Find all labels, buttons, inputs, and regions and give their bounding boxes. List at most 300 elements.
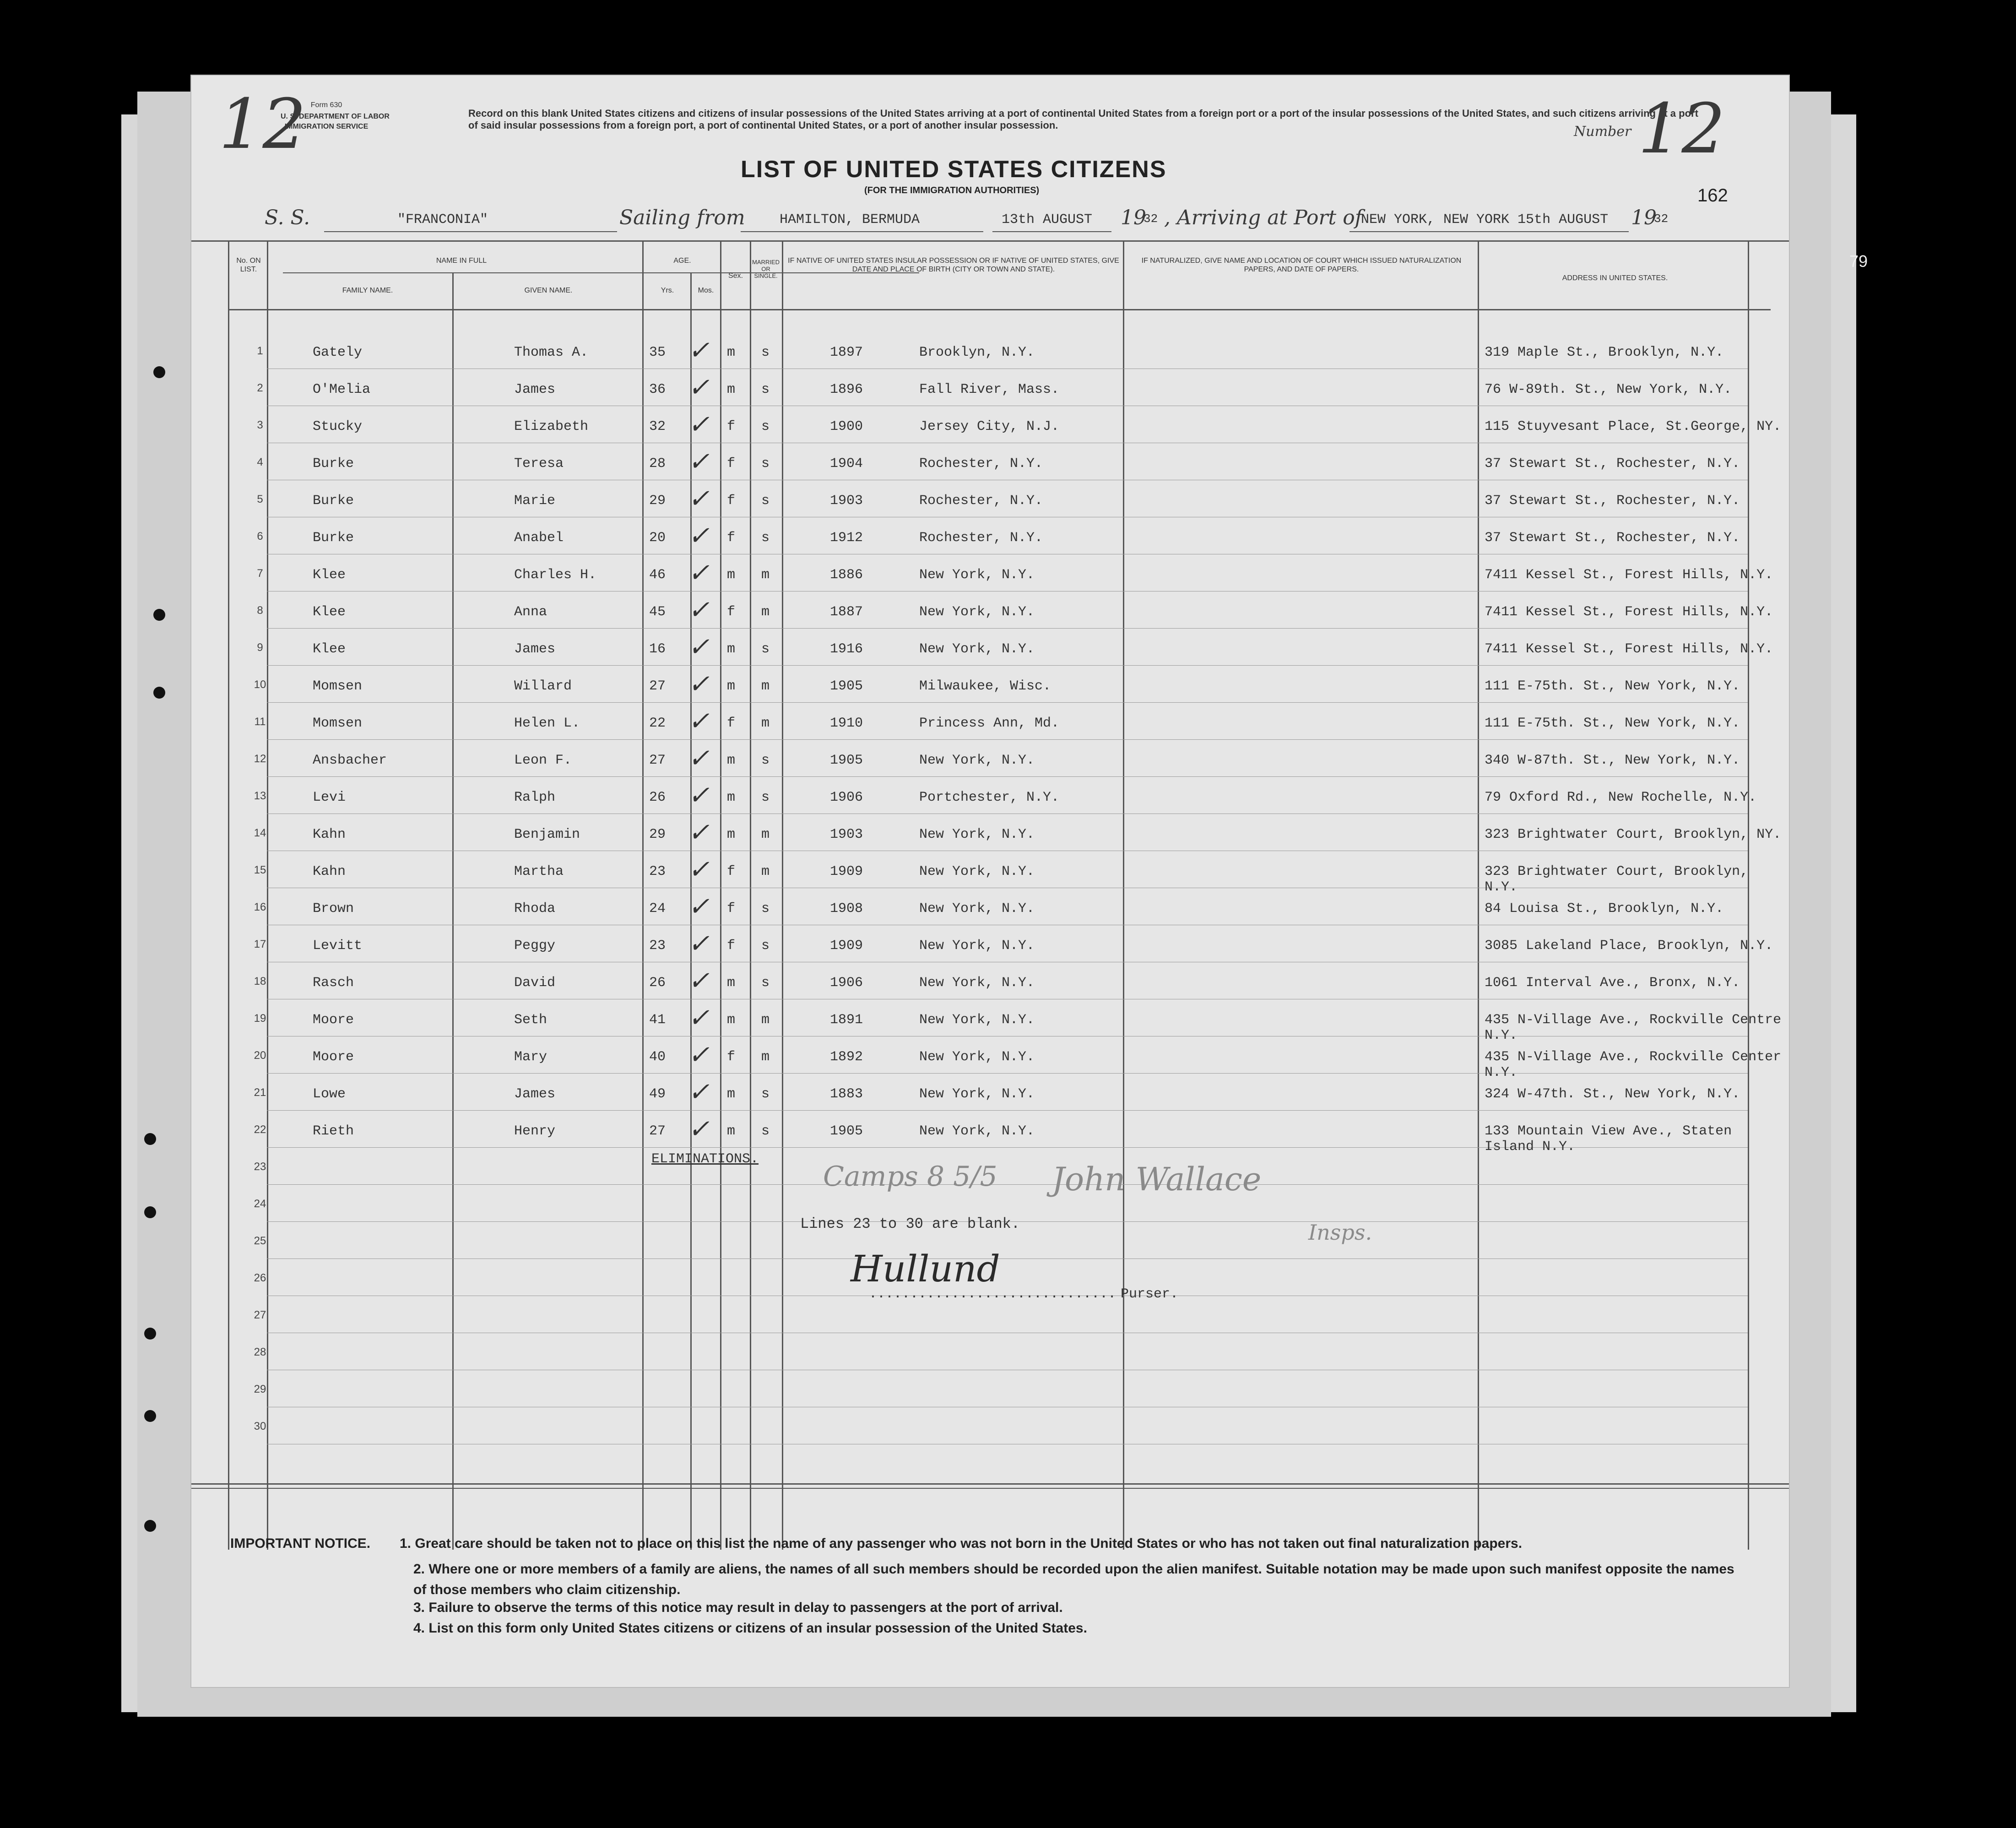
notice-label: IMPORTANT NOTICE. [230, 1536, 371, 1551]
cell-age: 22 [649, 716, 666, 731]
cell-sex: m [727, 641, 736, 657]
cell-year: 1903 [830, 493, 863, 509]
cell-age: 26 [649, 975, 666, 991]
row-number: 21 [254, 1086, 266, 1099]
cell-address: 323 Brightwater Court, Brooklyn, N.Y. [1485, 864, 1749, 895]
check-mark-icon: ✓ [688, 336, 710, 365]
cell-given: Mary [514, 1049, 547, 1065]
cell-given: Rhoda [514, 901, 556, 917]
cell-place: New York, N.Y. [919, 938, 1035, 954]
cell-sex: m [727, 567, 736, 583]
row-number: 22 [254, 1123, 266, 1136]
cell-ms: s [761, 1086, 770, 1102]
check-mark-icon: ✓ [688, 1114, 710, 1144]
check-mark-icon: ✓ [688, 484, 710, 514]
number-value: 12 [1638, 89, 1725, 169]
cell-sex: f [727, 530, 736, 546]
cell-given: Peggy [514, 938, 556, 954]
punch-hole [153, 687, 165, 699]
cell-place: Princess Ann, Md. [919, 716, 1060, 731]
page-number: 162 [1697, 185, 1728, 206]
cell-sex: f [727, 604, 736, 620]
cell-given: Willard [514, 678, 572, 694]
cell-year: 1906 [830, 975, 863, 991]
sailing-label: Sailing from [619, 206, 745, 229]
cell-given: David [514, 975, 556, 991]
punch-hole [144, 1206, 156, 1218]
table-row [191, 851, 1789, 895]
cell-family: Klee [313, 641, 346, 657]
cell-family: Rieth [313, 1123, 354, 1139]
cell-sex: m [727, 678, 736, 694]
cell-given: Teresa [514, 456, 564, 472]
sailing-from: HAMILTON, BERMUDA [780, 212, 920, 228]
cell-sex: m [727, 975, 736, 991]
table-row [191, 814, 1789, 851]
cell-year: 1910 [830, 716, 863, 731]
cell-age: 36 [649, 382, 666, 397]
row-number: 13 [254, 790, 266, 802]
row-number: 4 [257, 456, 263, 468]
table-row [191, 443, 1789, 480]
cell-ms: s [761, 975, 770, 991]
table-row [191, 369, 1789, 406]
cell-ms: s [761, 419, 770, 434]
corner-number: 12 [219, 85, 306, 164]
cell-place: Rochester, N.Y. [919, 493, 1043, 509]
notice-item: 1. Great care should be taken not to place on this list the name of any passenger who was not born in the United States or who has not taken out final naturalization papers. [400, 1536, 1523, 1551]
cell-year: 1891 [830, 1012, 863, 1028]
sailing-date: 13th AUGUST [1002, 212, 1093, 228]
check-mark-icon: ✓ [688, 1003, 710, 1033]
passenger-table [191, 332, 1789, 1481]
cell-age: 27 [649, 1123, 666, 1139]
year-prefix: 19 [1121, 206, 1146, 229]
cell-address: 435 N-Village Ave., Rockville Center N.Y. [1485, 1049, 1782, 1080]
manifest-page [191, 76, 1789, 1687]
row-number: 5 [257, 493, 263, 505]
cell-year: 1905 [830, 678, 863, 694]
row-number: 28 [254, 1346, 266, 1358]
punch-hole [144, 1328, 156, 1340]
row-number: 7 [257, 567, 263, 580]
cell-year: 1906 [830, 790, 863, 805]
row-number: 15 [254, 864, 266, 876]
blank-row [191, 1370, 1789, 1407]
cell-age: 27 [649, 678, 666, 694]
table-row [191, 406, 1789, 443]
table-row [191, 925, 1789, 962]
check-mark-icon: ✓ [688, 410, 710, 439]
cell-place: New York, N.Y. [919, 604, 1035, 620]
department-line: U. S. DEPARTMENT OF LABOR [281, 113, 390, 120]
cell-place: New York, N.Y. [919, 753, 1035, 768]
row-number: 3 [257, 419, 263, 431]
cell-place: New York, N.Y. [919, 975, 1035, 991]
arriving-year: 32 [1654, 212, 1669, 226]
row-number: 9 [257, 641, 263, 654]
cell-ms: s [761, 641, 770, 657]
ss-label: S. S. [265, 206, 310, 229]
cell-family: Burke [313, 493, 354, 509]
cell-ms: m [761, 604, 770, 620]
table-row [191, 517, 1789, 554]
table-row [191, 1074, 1789, 1111]
cell-ms: s [761, 938, 770, 954]
cell-family: Burke [313, 530, 354, 546]
row-number: 29 [254, 1383, 266, 1395]
cell-address: 340 W-87th. St., New York, N.Y. [1485, 753, 1740, 768]
cell-address: 37 Stewart St., Rochester, N.Y. [1485, 456, 1740, 472]
cell-year: 1903 [830, 827, 863, 842]
table-row [191, 962, 1789, 999]
table-row [191, 480, 1789, 517]
check-mark-icon: ✓ [688, 929, 710, 959]
cell-place: Milwaukee, Wisc. [919, 678, 1051, 694]
cell-age: 27 [649, 753, 666, 768]
punch-hole [153, 609, 165, 621]
underline [324, 231, 617, 232]
blank-row [191, 1407, 1789, 1444]
header-naturalized: IF NATURALIZED, GIVE NAME AND LOCATION OF COURT WHICH ISSUED NATURALIZATION PAPERS, AND DATE OF PAPERS. [1141, 257, 1462, 273]
cell-place: New York, N.Y. [919, 1086, 1035, 1102]
header-married-single: MARRIED OR SINGLE. [752, 259, 780, 279]
row-number: 19 [254, 1012, 266, 1025]
cell-age: 23 [649, 864, 666, 879]
cell-year: 1905 [830, 1123, 863, 1139]
purser-dots: .............................. [869, 1286, 1116, 1302]
cell-year: 1887 [830, 604, 863, 620]
page-title: LIST OF UNITED STATES CITIZENS [741, 156, 1167, 183]
cell-place: Brooklyn, N.Y. [919, 345, 1035, 360]
table-row [191, 666, 1789, 703]
cell-family: Levi [313, 790, 346, 805]
row-number: 16 [254, 901, 266, 913]
cell-given: Martha [514, 864, 564, 879]
table-row [191, 888, 1789, 925]
cell-year: 1916 [830, 641, 863, 657]
cell-given: Thomas A. [514, 345, 589, 360]
cell-ms: m [761, 827, 770, 842]
cell-ms: m [761, 864, 770, 879]
cell-year: 1912 [830, 530, 863, 546]
purser-label: Purser. [1121, 1286, 1179, 1302]
ship-name: "FRANCONIA" [397, 212, 488, 228]
table-row [191, 591, 1789, 629]
header-address: ADDRESS IN UNITED STATES. [1562, 274, 1668, 282]
cell-age: 29 [649, 493, 666, 509]
cell-family: Gately [313, 345, 363, 360]
cell-given: Elizabeth [514, 419, 589, 434]
cell-ms: s [761, 456, 770, 472]
table-row [191, 740, 1789, 777]
cell-family: Lowe [313, 1086, 346, 1102]
cell-family: Moore [313, 1049, 354, 1065]
cell-year: 1892 [830, 1049, 863, 1065]
handwritten-note: John Wallace [1052, 1161, 1262, 1198]
cell-address: 133 Mountain View Ave., Staten Island N.Y. [1485, 1123, 1732, 1155]
cell-place: New York, N.Y. [919, 641, 1035, 657]
header-mos: Mos. [698, 287, 714, 294]
purser-signature: Hullund [851, 1248, 1000, 1290]
cell-place: New York, N.Y. [919, 864, 1035, 879]
check-mark-icon: ✓ [688, 892, 710, 922]
cell-address: 37 Stewart St., Rochester, N.Y. [1485, 493, 1740, 509]
header-bottom-rule [228, 309, 1771, 310]
cell-given: James [514, 382, 556, 397]
cell-address: 7411 Kessel St., Forest Hills, N.Y. [1485, 641, 1773, 657]
number-label: Number [1574, 124, 1631, 140]
cell-sex: f [727, 1049, 736, 1065]
cell-given: Helen L. [514, 716, 580, 731]
header-name-in-full: NAME IN FULL [436, 257, 487, 265]
cell-ms: m [761, 716, 770, 731]
header-age: AGE. [673, 257, 691, 265]
row-number: 6 [257, 530, 263, 542]
check-mark-icon: ✓ [688, 447, 710, 477]
row-number: 8 [257, 604, 263, 617]
cell-given: Anabel [514, 530, 564, 546]
cell-sex: m [727, 345, 736, 360]
cell-ms: s [761, 345, 770, 360]
table-row [191, 1036, 1789, 1080]
cell-address: 323 Brightwater Court, Brooklyn, NY. [1485, 827, 1782, 842]
cell-year: 1909 [830, 938, 863, 954]
row-number: 27 [254, 1309, 266, 1321]
cell-family: Brown [313, 901, 354, 917]
cell-ms: s [761, 530, 770, 546]
cell-year: 1909 [830, 864, 863, 879]
header-no: No. ON LIST. [236, 257, 261, 273]
underline [1349, 231, 1629, 232]
cell-family: Burke [313, 456, 354, 472]
cell-place: New York, N.Y. [919, 1049, 1035, 1065]
cell-address: 7411 Kessel St., Forest Hills, N.Y. [1485, 604, 1773, 620]
table-row [191, 1111, 1789, 1155]
cell-family: Moore [313, 1012, 354, 1028]
cell-ms: s [761, 753, 770, 768]
cell-year: 1905 [830, 753, 863, 768]
cell-place: Portchester, N.Y. [919, 790, 1060, 805]
cell-ms: s [761, 901, 770, 917]
check-mark-icon: ✓ [688, 743, 710, 773]
cell-sex: f [727, 938, 736, 954]
check-mark-icon: ✓ [688, 1040, 710, 1070]
check-mark-icon: ✓ [688, 669, 710, 699]
cell-family: Momsen [313, 716, 363, 731]
check-mark-icon: ✓ [688, 373, 710, 402]
cell-address: 84 Louisa St., Brooklyn, N.Y. [1485, 901, 1724, 917]
cell-year: 1886 [830, 567, 863, 583]
cell-age: 46 [649, 567, 666, 583]
cell-given: Seth [514, 1012, 547, 1028]
cell-ms: m [761, 1012, 770, 1028]
cell-family: Kahn [313, 864, 346, 879]
cell-sex: f [727, 901, 736, 917]
row-number: 23 [254, 1161, 266, 1173]
cell-age: 26 [649, 790, 666, 805]
cell-age: 35 [649, 345, 666, 360]
row-number: 11 [254, 716, 266, 728]
cell-sex: f [727, 493, 736, 509]
cell-age: 28 [649, 456, 666, 472]
record-note: Record on this blank United States citizens and citizens of insular possessions of the United States arriving at a port of continental United States from a foreign port or a port of the insular possessions of the United States, and such citizens arriving at a port of said insular possessions from a foreign port, a port of continental United States, or a port of another insular possession. [468, 108, 1698, 131]
cell-address: 3085 Lakeland Place, Brooklyn, N.Y. [1485, 938, 1773, 954]
cell-sex: f [727, 864, 736, 879]
cell-address: 111 E-75th. St., New York, N.Y. [1485, 678, 1740, 694]
check-mark-icon: ✓ [688, 781, 710, 810]
cell-year: 1900 [830, 419, 863, 434]
cell-sex: m [727, 827, 736, 842]
check-mark-icon: ✓ [688, 706, 710, 736]
check-mark-icon: ✓ [688, 966, 710, 996]
cell-age: 16 [649, 641, 666, 657]
cell-ms: s [761, 790, 770, 805]
cell-family: Kahn [313, 827, 346, 842]
cell-given: Benjamin [514, 827, 580, 842]
row-number: 24 [254, 1198, 266, 1210]
punch-hole [144, 1520, 156, 1532]
year-prefix: 19 [1631, 206, 1657, 229]
cell-family: Stucky [313, 419, 363, 434]
cell-age: 40 [649, 1049, 666, 1065]
cell-family: Ansbacher [313, 753, 387, 768]
cell-ms: m [761, 678, 770, 694]
cell-place: Fall River, Mass. [919, 382, 1060, 397]
table-row [191, 703, 1789, 740]
row-number: 14 [254, 827, 266, 839]
check-mark-icon: ✓ [688, 818, 710, 847]
check-mark-icon: ✓ [688, 558, 710, 588]
cell-sex: m [727, 1086, 736, 1102]
cell-sex: f [727, 456, 736, 472]
cell-address: 319 Maple St., Brooklyn, N.Y. [1485, 345, 1724, 360]
cell-sex: m [727, 382, 736, 397]
blank-row [191, 1333, 1789, 1370]
cell-ms: m [761, 1049, 770, 1065]
cell-age: 20 [649, 530, 666, 546]
table-row [191, 629, 1789, 666]
cell-place: Rochester, N.Y. [919, 530, 1043, 546]
cell-age: 41 [649, 1012, 666, 1028]
cell-age: 29 [649, 827, 666, 842]
row-number: 10 [254, 678, 266, 691]
cell-place: New York, N.Y. [919, 567, 1035, 583]
cell-given: Anna [514, 604, 547, 620]
cell-ms: s [761, 382, 770, 397]
cell-sex: f [727, 419, 736, 434]
cell-address: 111 E-75th. St., New York, N.Y. [1485, 716, 1740, 731]
row-number: 12 [254, 753, 266, 765]
cell-address: 115 Stuyvesant Place, St.George, NY. [1485, 419, 1782, 434]
cell-given: James [514, 1086, 556, 1102]
underline [741, 231, 983, 232]
header-family-name: FAMILY NAME. [342, 287, 393, 294]
cell-year: 1896 [830, 382, 863, 397]
cell-ms: s [761, 1123, 770, 1139]
cell-place: New York, N.Y. [919, 1012, 1035, 1028]
cell-age: 45 [649, 604, 666, 620]
cell-age: 49 [649, 1086, 666, 1102]
check-mark-icon: ✓ [688, 855, 710, 884]
punch-hole [144, 1410, 156, 1422]
notice-item: 3. Failure to observe the terms of this notice may result in delay to passengers at the port of arrival. [413, 1600, 1063, 1615]
handwritten-note: Camps 8 5/5 [823, 1161, 997, 1193]
underline [992, 231, 1111, 232]
cell-sex: m [727, 1123, 736, 1139]
cell-sex: m [727, 1012, 736, 1028]
cell-address: 324 W-47th. St., New York, N.Y. [1485, 1086, 1740, 1102]
row-number: 18 [254, 975, 266, 987]
header-yrs: Yrs. [661, 287, 674, 294]
table-bottom-rule [191, 1488, 1789, 1489]
cell-place: New York, N.Y. [919, 827, 1035, 842]
punch-hole [144, 1133, 156, 1145]
cell-year: 1904 [830, 456, 863, 472]
cell-year: 1883 [830, 1086, 863, 1102]
cell-family: O'Melia [313, 382, 371, 397]
header-sex: Sex. [728, 272, 743, 280]
table-row [191, 554, 1789, 591]
cell-family: Levitt [313, 938, 363, 954]
arriving-port: NEW YORK, NEW YORK 15th AUGUST [1361, 212, 1609, 228]
cell-address: 79 Oxford Rd., New Rochelle, N.Y. [1485, 790, 1757, 805]
header-birth: IF NATIVE OF UNITED STATES INSULAR POSSESSION OR IF NATIVE OF UNITED STATES, GIVE DATE AND PLACE OF BIRTH (CITY OR TOWN AND STATE). [788, 257, 1119, 273]
cell-given: Leon F. [514, 753, 572, 768]
cell-family: Klee [313, 604, 346, 620]
row-number: 20 [254, 1049, 266, 1062]
cell-place: Jersey City, N.J. [919, 419, 1060, 434]
table-row [191, 777, 1789, 814]
table-top-rule [191, 240, 1789, 242]
cell-place: New York, N.Y. [919, 1123, 1035, 1139]
form-number: Form 630 [310, 101, 342, 109]
eliminations-label: ELIMINATIONS. [651, 1151, 759, 1167]
handwritten-note: Insps. [1308, 1220, 1372, 1245]
cell-address: 1061 Interval Ave., Bronx, N.Y. [1485, 975, 1740, 991]
blank-lines-note: Lines 23 to 30 are blank. [800, 1215, 1020, 1232]
department-line: IMMIGRATION SERVICE [284, 123, 369, 130]
cell-address: 37 Stewart St., Rochester, N.Y. [1485, 530, 1740, 546]
check-mark-icon: ✓ [688, 595, 710, 625]
punch-hole [153, 366, 165, 378]
table-bottom-rule [191, 1483, 1789, 1485]
row-number: 26 [254, 1272, 266, 1284]
cell-year: 1897 [830, 345, 863, 360]
check-mark-icon: ✓ [688, 521, 710, 551]
notice-item: 2. Where one or more members of a family are aliens, the names of all such members should be recorded upon the alien manifest. Suitable notation may be made upon such manifest opposite the names of those members who claim citizenship. [413, 1562, 1734, 1597]
cell-year: 1908 [830, 901, 863, 917]
sailing-year: 32 [1143, 212, 1158, 226]
cell-given: Charles H. [514, 567, 597, 583]
row-number: 30 [254, 1420, 266, 1432]
page-subtitle: (FOR THE IMMIGRATION AUTHORITIES) [864, 185, 1040, 195]
row-number: 1 [257, 345, 263, 357]
cell-ms: m [761, 567, 770, 583]
row-number: 25 [254, 1235, 266, 1247]
cell-given: James [514, 641, 556, 657]
notice-item: 4. List on this form only United States citizens or citizens of an insular possession of the United States. [413, 1621, 1087, 1636]
cell-address: 76 W-89th. St., New York, N.Y. [1485, 382, 1732, 397]
cell-age: 32 [649, 419, 666, 434]
check-mark-icon: ✓ [688, 632, 710, 662]
cell-address: 435 N-Village Ave., Rockville Centre N.Y. [1485, 1012, 1782, 1043]
cell-given: Henry [514, 1123, 556, 1139]
cell-sex: f [727, 716, 736, 731]
cell-address: 7411 Kessel St., Forest Hills, N.Y. [1485, 567, 1773, 583]
cell-sex: m [727, 753, 736, 768]
cell-family: Klee [313, 567, 346, 583]
